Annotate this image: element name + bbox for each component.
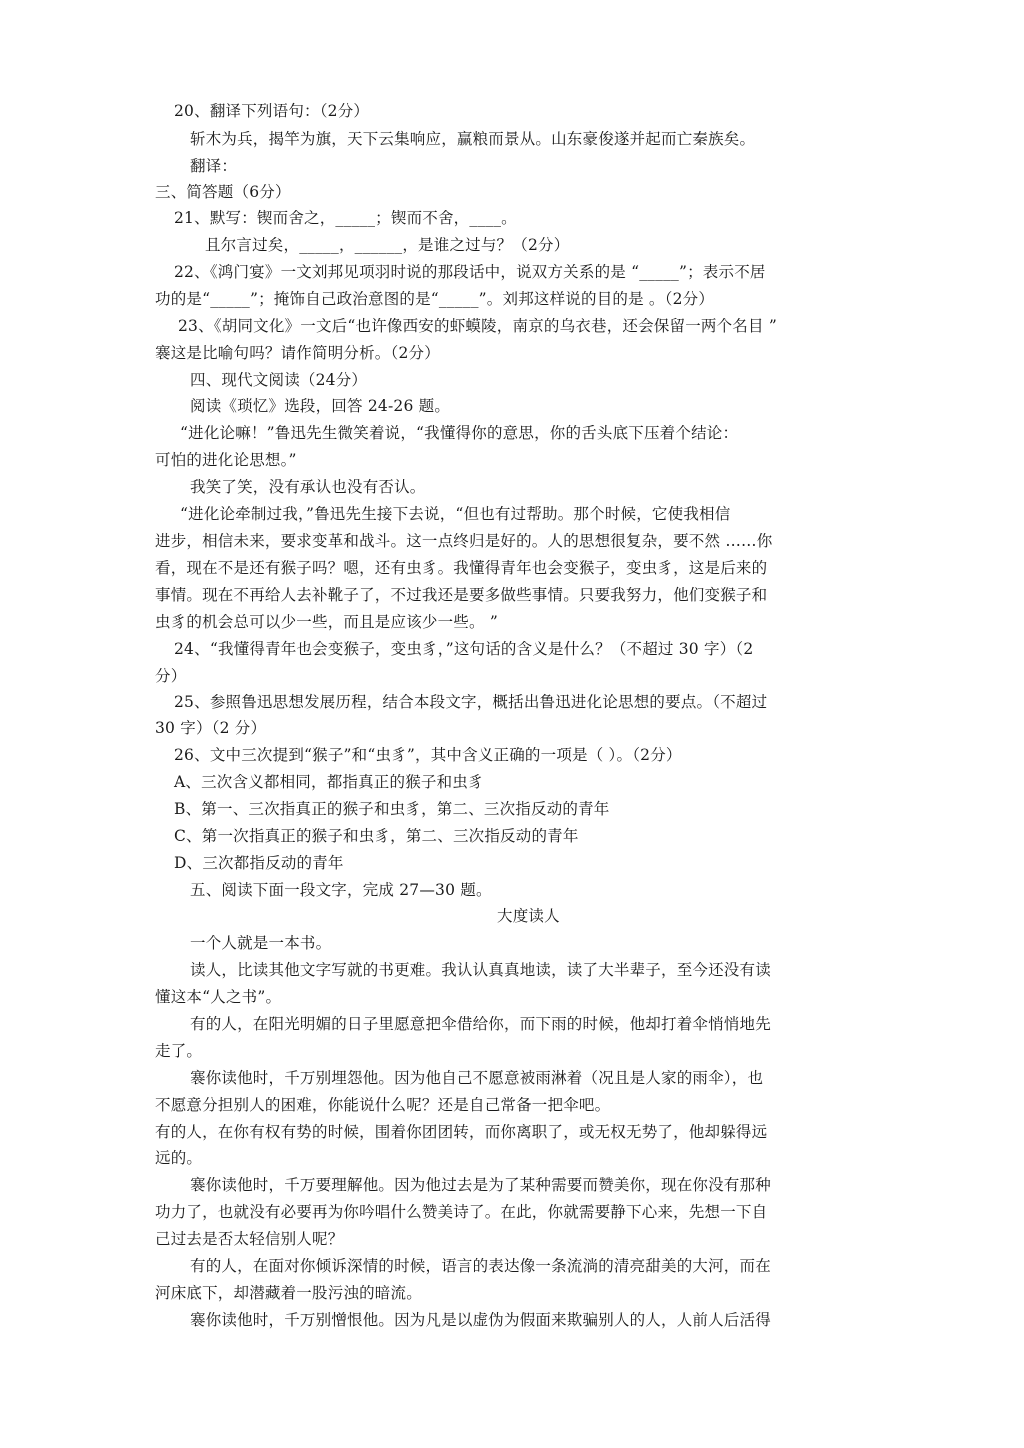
article-line: 己过去是否太轻信别人呢？	[155, 1230, 344, 1248]
q23-line1: 23、《胡同文化》一文后“也许像西安的虾蟆陵，南京的乌衣巷，还会保留一两个名目 ”	[178, 317, 777, 335]
article-line: 一个人就是一本书。	[190, 934, 332, 952]
q25-line2: 30 字）（2 分）	[155, 719, 267, 737]
passage-line: 可怕的进化论思想。”	[155, 451, 297, 469]
article-title: 大度读人	[497, 907, 560, 925]
q20-heading: 20、翻译下列语句：（2分）	[174, 102, 370, 120]
article-line: 远的。	[155, 1149, 203, 1167]
q26-stem: 26、文中三次提到“猴子”和“虫豸”，其中含义正确的一项是（ ）。（2分）	[174, 746, 682, 764]
article-line: 有的人，在你有权有势的时候，围着你团团转，而你离职了，或无权无势了，他却躲得远	[155, 1123, 768, 1141]
article-line: 不愿意分担别人的困难，你能说什么呢？还是自己常备一把伞吧。	[155, 1096, 611, 1114]
q20-source-text: 斩木为兵，揭竿为旗，天下云集响应，赢粮而景从。山东豪俊遂并起而亡秦族矣。	[190, 130, 756, 148]
q21-line1: 21、默写：锲而舍之，_____；锲而不舍，____。	[174, 209, 517, 227]
passage-line: 看，现在不是还有猴子吗？嗯，还有虫豸。我懂得青年也会变猴子，变虫豸，这是后来的	[155, 559, 768, 577]
article-line: 褰你读他时，千万别憎恨他。因为凡是以虚伪为假面来欺骗别人的人，人前人后活得	[190, 1311, 771, 1329]
section3-heading: 三、简答题（6分）	[155, 183, 291, 201]
article-line: 有的人，在阳光明媚的日子里愿意把伞借给你，而下雨的时候，他却打着伞悄悄地先	[190, 1015, 771, 1033]
passage-line: 我笑了笑，没有承认也没有否认。	[190, 478, 426, 496]
q22-line1: 22、《鸿门宴》一文刘邦见项羽时说的那段话中，说双方关系的是 “_____”；表示不居	[174, 263, 766, 281]
q22-line2: 功的是“_____”；掩饰自己政治意图的是“_____”。刘邦这样说的目的是 。（2分）	[155, 290, 715, 308]
passage-line: “进化论牵制过我，”鲁迅先生接下去说，“但也有过帮助。那个时候，它使我相信	[180, 505, 731, 523]
article-line: 功力了，也就没有必要再为你吟唱什么赞美诗了。在此，你就需要静下心来，先想一下自	[155, 1203, 768, 1221]
section5-heading: 五、阅读下面一段文字，完成 27—30 题。	[190, 881, 492, 899]
article-line: 读人，比读其他文字写就的书更难。我认认真真地读，读了大半辈子，至今还没有读	[190, 961, 771, 979]
passage-line: 虫豸的机会总可以少一些，而且是应该少一些。 ”	[155, 613, 498, 631]
section4-heading: 四、现代文阅读（24分）	[190, 371, 368, 389]
article-line: 褰你读他时，千万要理解他。因为他过去是为了某种需要而赞美你，现在你没有那种	[190, 1176, 771, 1194]
q21-line2: 且尔言过矣，_____，______，是谁之过与？（2分）	[205, 236, 570, 254]
q25-line1: 25、参照鲁迅思想发展历程，结合本段文字，概括出鲁迅进化论思想的要点。（不超过	[174, 693, 768, 711]
q26-option-d: D、三次都指反动的青年	[174, 854, 344, 872]
q24-line2: 分）	[155, 667, 187, 685]
article-line: 有的人，在面对你倾诉深情的时候，语言的表达像一条流淌的清亮甜美的大河，而在	[190, 1257, 771, 1275]
q26-option-a: A、三次含义都相同，都指真正的猴子和虫豸	[174, 773, 484, 791]
article-line: 褰你读他时，千万别埋怨他。因为他自己不愿意被雨淋着（况且是人家的雨伞），也	[190, 1069, 764, 1087]
q26-option-c: C、第一次指真正的猴子和虫豸，第二、三次指反动的青年	[174, 827, 579, 845]
q23-line2: 褰这是比喻句吗？请作简明分析。（2分）	[155, 344, 440, 362]
q24-line1: 24、“我懂得青年也会变猴子，变虫豸，”这句话的含义是什么？（不超过 30 字）（2	[174, 640, 754, 658]
passage-line: 进步，相信未来，要求变革和战斗。这一点终归是好的。人的思想很复杂，要不然 ……你	[155, 532, 773, 550]
article-line: 河床底下，却潜藏着一股污浊的暗流。	[155, 1284, 422, 1302]
q26-option-b: B、第一、三次指真正的猴子和虫豸，第二、三次指反动的青年	[174, 800, 610, 818]
q20-answer-label: 翻译：	[190, 157, 238, 175]
passage-line: “进化论嘛！”鲁迅先生微笑着说，“我懂得你的意思，你的舌头底下压着个结论：	[180, 424, 739, 442]
article-line: 走了。	[155, 1042, 203, 1060]
reading-instruction: 阅读《琐忆》选段，回答 24-26 题。	[190, 397, 451, 415]
article-line: 懂这本“人之书”。	[155, 988, 282, 1006]
passage-line: 事情。现在不再给人去补靴子了，不过我还是要多做些事情。只要我努力，他们变猴子和	[155, 586, 768, 604]
